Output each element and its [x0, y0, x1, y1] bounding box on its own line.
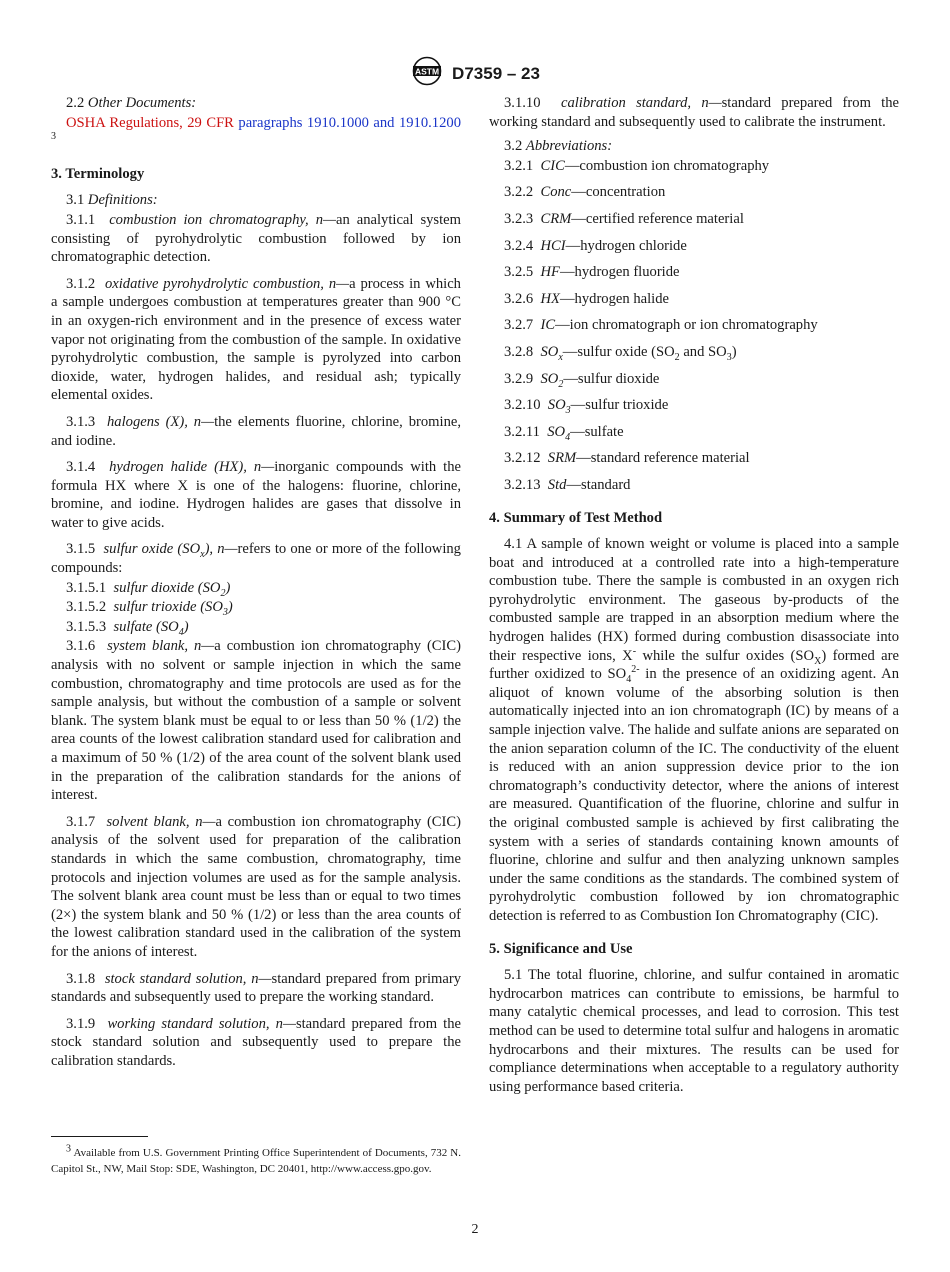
definition-3-1-1: 3.1.1 combustion ion chromatography, n—an analytical system consisting of pyrohydrolytic combustion followed by ion chromatographic detection.: [51, 211, 461, 266]
definition-3-1-8: 3.1.8 stock standard solution, n—standard prepared from primary standards and subsequently used to prepare the working standard.: [51, 970, 461, 1006]
abbreviation-3-2-4: 3.2.4 HCI—hydrogen chloride: [504, 237, 687, 254]
abbreviation-3-2-1: 3.2.1 CIC—combustion ion chromatography: [504, 157, 770, 174]
footnote-3: $^3$ Available from U.S. Government Printing Office Superintendent of Documents, 732 N. Capitol St., NW, Mail Stop: SDE, Washington, DC 20401, http://www.access.gpo.gov.: [51, 1143, 461, 1175]
definition-3-1-7: 3.1.7 solvent blank, n—a combustion ion chromatography (CIC) analysis of the solvent used for preparation of the calibration standards in which the same combustion, chromatography, time protocols and injection volumes are used as for the sample analysis. The solvent blank area count must be less than or equal to two times (2×) the system blank and 50 % (1/2) or less than the area counts of the lowest calibration standard used in the calibration of the system for the anions of interest.: [51, 813, 461, 960]
abbreviation-3-2-2: 3.2.2 Conc—concentration: [504, 184, 666, 201]
abbreviation-3-2-13: 3.2.13 Std—standard: [504, 476, 631, 493]
paragraph-4-1: 4.1 A sample of known weight or volume is placed into a sample boat and introduced at a controlled rate into a high-temperature combustion tube. There the sample is combusted in an oxygen rich pyrohydrolytic environment. The gaseous by-products of the combusted sample are trapped in an absorption medium where the hydrogen halides (HX) formed during combustion disassociate into their respective ions, X- while the sulfur oxides $(SO_X)$ formed are further oxidized to $SO_4^{2-}$ in the presence of an oxidizing agent. An aliquot of known volume of the absorbing solution is then automatically injected into an ion chromatograph (IC) by means of a sample injection valve. The halide and sulfate anions are separated on the anion separation column of the IC. The conductivity of the eluent is reduced with an anion suppression device prior to the ion chromatograph’s conductivity detector, where the anions of interest are measured. Quantification of the fluorine, chlorine and sulfur in the original combusted sample is achieved by first calibrating the system with a series of standards containing known amounts of fluorine, chlorine and sulfur and then analyzing unknown samples under the same conditions as the standards. The combined system of pyrohydrolytic combustion followed by ion chromatographic detection is referred to as Combustion Ion Chromatography (CIC).: [489, 536, 899, 924]
definition-3-1-5: 3.1.5 sulfur oxide $(SO_x)$, n—refers to one or more of the following compounds:: [51, 541, 461, 577]
abbreviation-3-2-6: 3.2.6 HX—hydrogen halide: [504, 290, 669, 307]
astm-logo-icon: [410, 56, 444, 91]
section-4-heading: 4. Summary of Test Method: [489, 509, 663, 526]
definition-3-1-5-1: 3.1.5.1 sulfur dioxide $(SO_2)$: [66, 579, 231, 599]
cfr-paragraphs-link[interactable]: paragraphs 1910.1000 and 1910.1200: [238, 114, 461, 131]
osha-regulations-link[interactable]: OSHA Regulations, 29 CFR: [66, 114, 234, 131]
section-3-2: 3.2 Abbreviations:: [504, 138, 613, 155]
footnote-ref-3: 3: [51, 131, 56, 143]
section-3-heading: 3. Terminology: [51, 165, 145, 182]
definition-3-1-5-3: 3.1.5.3 sulfate $(SO_4)$: [66, 618, 189, 638]
definition-3-1-9: 3.1.9 working standard solution, n—standard prepared from the stock standard solution and subsequently used to prepare the calibration standards.: [51, 1015, 462, 1069]
document-designation: D7359 – 23: [452, 63, 540, 83]
abbreviation-3-2-10: 3.2.10 $SO_3—sulfur$ trioxide: [504, 397, 669, 417]
footnote-mark: 3: [66, 1143, 71, 1155]
abbreviation-3-2-7: 3.2.7 IC—ion chromatograph or ion chromatography: [504, 317, 818, 334]
definition-3-1-6: 3.1.6 system blank, n—a combustion ion chromatography (CIC) analysis with no solvent or sample injection in which the same combustion, chromatography and time protocols are used as for the sample analysis, but without the combustion of a sample or solvent blank. The system blank must be equal to or less than 50 % (1/2) the area counts of the lowest calibration standard used for calibration and a maximum of 50 % (1/2) of the area count of the solvent blank used in the preparation of the calibration standards for the anions of interest.: [51, 638, 461, 804]
section-3-1: 3.1 Definitions:: [66, 192, 158, 209]
footnote-divider: [51, 1136, 148, 1137]
definition-3-1-2: 3.1.2 oxidative pyrohydrolytic combustion, n—a process in which a sample undergoes combustion at temperatures greater than 900 °C in an oxygen-rich environment and in the presence of excess water vapor not originating from the combustion of the sample. In oxidative pyrohydrolytic combustion, the sample is pyrolyzed into carbon dioxide, water, hydrogen halides, and residual ash; typically elemental oxides.: [51, 275, 461, 404]
definition-3-1-4: 3.1.4 hydrogen halide (HX), n—inorganic compounds with the formula HX where X is one of the halogens: fluorine, chlorine, bromine, and iodine. Hydrogen halides are gases that dissolve in water to give acids.: [51, 459, 461, 531]
left-column: [51, 94, 461, 1079]
astm-logo-text: ASTM: [415, 66, 440, 77]
abbreviation-3-2-12: 3.2.12 SRM—standard reference material: [504, 450, 750, 467]
definition-3-1-5-2: 3.1.5.2 sulfur trioxide $(SO_3)$: [66, 599, 233, 619]
right-column: [489, 94, 899, 1104]
paragraph-5-1: 5.1 The total fluorine, chlorine, and sulfur contained in aromatic hydrocarbon matrices can contribute to emissions, be harmful to many catalytic chemical processes, and lead to corrosion. This test method can be used to determine total sulfur and halogens in aromatic hydrocarbons and their mixtures. The results can be used for compliance determinations when acceptable to a regulatory authority using performance based criteria.: [489, 967, 899, 1095]
abbreviation-3-2-8: 3.2.8 $SO_x—sulfur$ oxide ($SO_2$ and $SO_3$): [504, 343, 737, 363]
page-number: 2: [471, 1222, 479, 1237]
abbreviation-3-2-9: 3.2.9 $SO_2—sulfur$ dioxide: [504, 370, 660, 390]
definition-3-1-10: 3.1.10 calibration standard, n—standard prepared from the working standard and subsequently used to calibrate the instrument.: [489, 95, 899, 130]
definition-3-1-3: 3.1.3 halogens (X), n—the elements fluorine, chlorine, bromine, and iodine.: [51, 413, 461, 449]
page-header: [0, 56, 950, 91]
section-5-heading: 5. Significance and Use: [489, 940, 633, 957]
section-2-2: 2.2 Other Documents:: [66, 95, 197, 111]
osha-reference: [51, 114, 461, 151]
abbreviation-3-2-11: 3.2.11 $SO_4—sulfate$: [504, 423, 624, 443]
abbreviation-3-2-5: 3.2.5 HF—hydrogen fluoride: [504, 264, 680, 281]
abbreviation-3-2-3: 3.2.3 CRM—certified reference material: [504, 210, 744, 227]
